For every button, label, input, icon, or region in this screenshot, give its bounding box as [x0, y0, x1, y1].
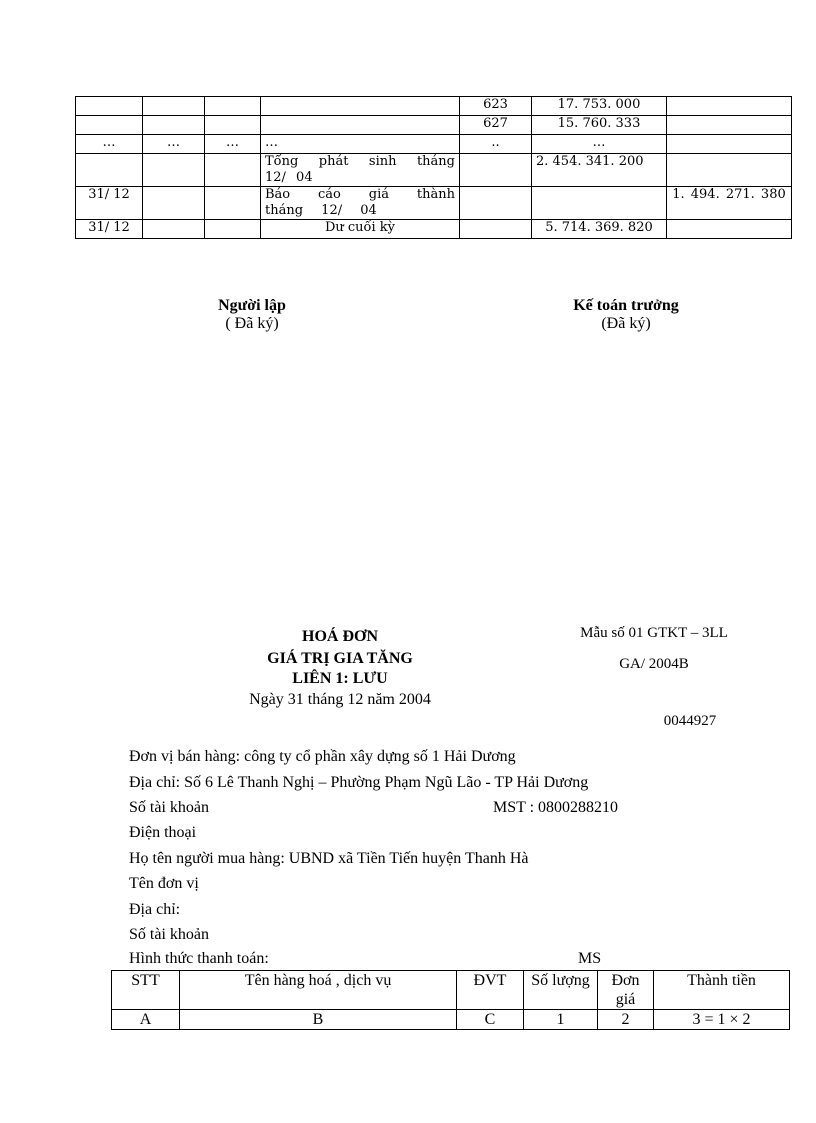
table-row — [112, 1010, 790, 1030]
ledger-cell: … — [76, 135, 143, 154]
ledger-cell — [205, 187, 261, 220]
seller-address: Địa chỉ: Số 6 Lê Thanh Nghị – Phường Phạm Ngũ Lão - TP Hải Dương — [129, 774, 589, 791]
ledger-credit — [667, 97, 792, 116]
ledger-date: 31/ 12 — [76, 220, 143, 239]
ledger-cell — [205, 154, 261, 187]
seller-unit: Đơn vị bán hàng: công ty cổ phần xây dựng số 1 Hải Dương — [129, 748, 516, 765]
preparer-signed-note: ( Đã ký) — [225, 315, 279, 332]
ledger-account: 627 — [460, 116, 532, 135]
ledger-cell — [205, 220, 261, 239]
preparer-signature — [152, 297, 352, 333]
ledger-cell — [143, 220, 205, 239]
ledger-cell — [205, 97, 261, 116]
ledger-description: Dư cuối kỳ — [261, 220, 460, 239]
ledger-cell: … — [205, 135, 261, 154]
ledger-date: 31/ 12 — [76, 187, 143, 220]
code-cell: C — [457, 1010, 524, 1030]
ledger-cell — [76, 97, 143, 116]
buyer-name: Họ tên người mua hàng: UBND xã Tiền Tiến huyện Thanh Hà — [129, 850, 529, 867]
buyer-unit: Tên đơn vị — [129, 875, 199, 892]
ledger-debit: 5. 714. 369. 820 — [532, 220, 667, 239]
invoice-title-line-1: HOÁ ĐƠN — [302, 628, 378, 645]
ledger-cell: … — [143, 135, 205, 154]
ledger-cell — [261, 97, 460, 116]
ledger-credit: 1. 494. 271. 380 — [667, 187, 792, 220]
ledger-cell — [143, 116, 205, 135]
ledger-debit: … — [532, 135, 667, 154]
code-cell: B — [180, 1010, 457, 1030]
table-row — [76, 220, 792, 239]
ledger-debit: 2. 454. 341. 200 — [532, 154, 667, 187]
invoice-number: 0044927 — [663, 713, 717, 729]
table-row — [76, 135, 792, 154]
ledger-account: .. — [460, 135, 532, 154]
col-header-item: Tên hàng hoá , dịch vụ — [180, 971, 457, 1010]
col-header-stt: STT — [112, 971, 180, 1010]
invoice-form-number: Mẫu số 01 GTKT – 3LL — [580, 625, 728, 641]
table-row — [76, 116, 792, 135]
code-cell: 1 — [524, 1010, 598, 1030]
ledger-credit — [667, 135, 792, 154]
code-cell: 2 — [598, 1010, 654, 1030]
ledger-cell — [143, 187, 205, 220]
seller-account: Số tài khoản — [129, 799, 209, 816]
table-row — [76, 154, 792, 187]
buyer-address: Địa chỉ: — [129, 901, 181, 918]
ledger-debit: 15. 760. 333 — [532, 116, 667, 135]
ledger-description: Báo cáo giá thành tháng 12/ 04 — [261, 187, 460, 220]
table-header-row — [112, 971, 790, 1010]
preparer-title: Người lập — [218, 297, 286, 314]
chief-accountant-signed-note: (Đã ký) — [601, 315, 651, 332]
payment-method: Hình thức thanh toán: — [129, 950, 269, 967]
ledger-account: 623 — [460, 97, 532, 116]
ledger-credit — [667, 220, 792, 239]
seller-tax-code: MST : 0800288210 — [493, 799, 619, 816]
invoice-date: Ngày 31 tháng 12 năm 2004 — [249, 691, 431, 708]
buyer-tax-label: MS — [578, 950, 602, 967]
ledger-cell — [76, 154, 143, 187]
col-header-unit: ĐVT — [457, 971, 524, 1010]
ledger-credit — [667, 116, 792, 135]
chief-accountant-title: Kế toán trưởng — [573, 297, 679, 314]
ledger-cell: … — [261, 135, 460, 154]
invoice-series: GA/ 2004B — [619, 656, 689, 672]
ledger-cell — [261, 116, 460, 135]
code-cell: 3 = 1 × 2 — [654, 1010, 790, 1030]
chief-accountant-signature — [526, 297, 726, 333]
table-row — [76, 187, 792, 220]
invoice-copy-label: LIÊN 1: LƯU — [292, 670, 388, 687]
table-row — [76, 97, 792, 116]
ledger-account — [460, 154, 532, 187]
col-header-quantity: Số lượng — [524, 971, 598, 1010]
ledger-cell — [143, 97, 205, 116]
col-header-amount: Thành tiền — [654, 971, 790, 1010]
invoice-title — [240, 626, 440, 688]
ledger-account — [460, 187, 532, 220]
ledger-debit — [532, 187, 667, 220]
invoice-title-line-2: GIÁ TRỊ GIA TĂNG — [267, 650, 413, 667]
ledger-cell — [205, 116, 261, 135]
ledger-credit — [667, 154, 792, 187]
code-cell: A — [112, 1010, 180, 1030]
ledger-cell — [143, 154, 205, 187]
buyer-account: Số tài khoản — [129, 926, 209, 943]
seller-phone: Điện thoại — [129, 824, 197, 841]
ledger-debit: 17. 753. 000 — [532, 97, 667, 116]
ledger-account — [460, 220, 532, 239]
ledger-description: Tổng phát sinh tháng 12/ 04 — [261, 154, 460, 187]
invoice-items-table — [111, 970, 790, 1030]
ledger-cell — [76, 116, 143, 135]
ledger-table — [75, 96, 792, 239]
col-header-unit-price: Đơn giá — [598, 971, 654, 1010]
